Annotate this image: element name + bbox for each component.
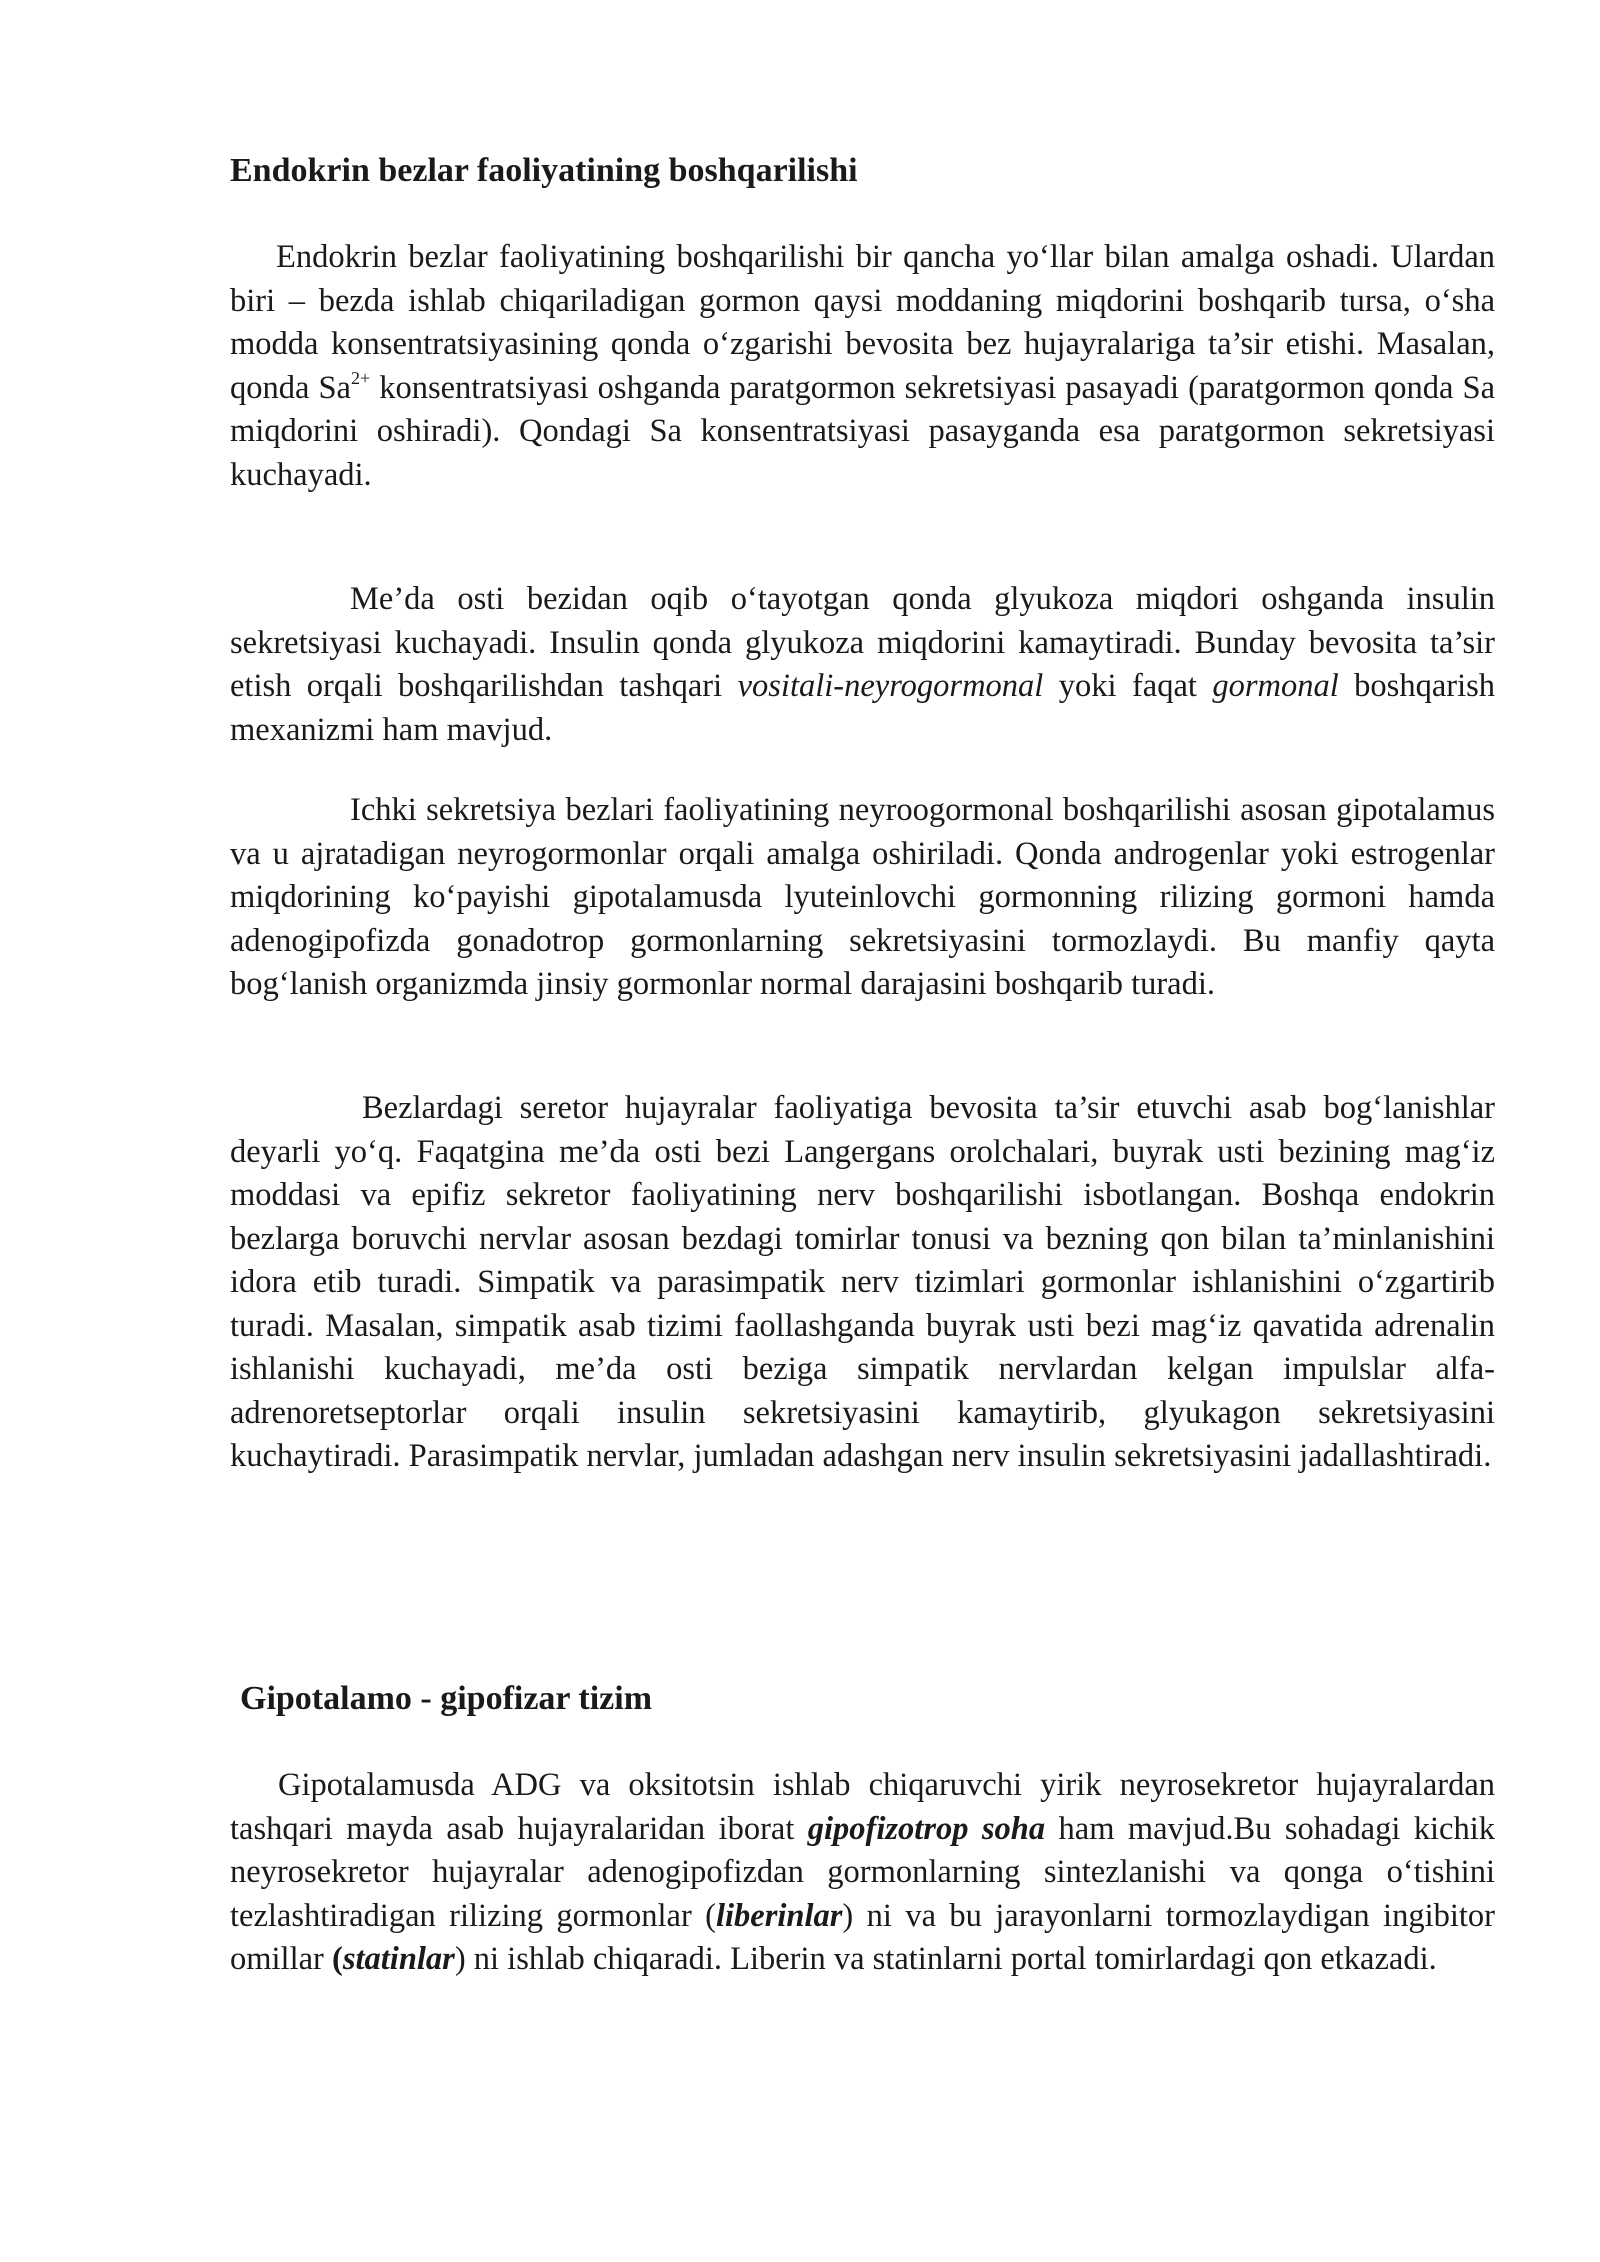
paragraph-2-text-a: Me’da osti bezidan oqib o‘tayotgan qonda glyukoza miqdori oshganda insulin sekretsiyasi kuchayadi. Insulin qonda glyukoza miqdorini kamaytiradi. Bunday bevosita ta’sir etish orqali boshqarilishdan tashqari (230, 581, 1495, 704)
paragraph-5-text-c: ) ni va bu jarayonlarni tormozlaydigan ingibitor omillar (230, 1897, 1495, 1977)
paragraph-5-text-a: Gipotalamusda ADG va oksitotsin ishlab chiqaruvchi yirik neyrosekretor hujayralardan tashqari mayda asab hujayralaridan iborat (230, 1767, 1495, 1847)
paragraph-5-text-b: ham mavjud.Bu sohadagi kichik neyrosekretor hujayralar adenogipofizdan gormonlarning sintezlanishi va qonga o‘tishini tezlashtiradigan rilizing gormonlar ( (230, 1810, 1495, 1934)
paragraph-1-text-b: konsentratsiyasi oshganda paratgormon sekretsiyasi pasayadi (paratgormon qonda Sa miqdorini oshiradi). Qondagi Sa konsentratsiyasi pasayganda esa paratgormon sekretsiyasi kuchayadi. (230, 369, 1495, 493)
paragraph-2-text-c: boshqarish mexanizmi ham mavjud. (230, 668, 1496, 748)
bold-italic-term-hypophysiotropic-zone: gipofizotrop soha (807, 1810, 1046, 1847)
section-title-hypothalamo-pituitary: Gipotalamo - gipofizar tizim (240, 1680, 653, 1717)
italic-term-neurohormonal: vositali-neyrogormonal (737, 668, 1044, 704)
paragraph-1 (230, 236, 1495, 497)
paragraph-3: Ichki sekretsiya bezlari faoliyatining neyroogormonal boshqarilishi asosan gipotalamus va u ajratadigan neyrogormonlar orqali amalga oshiriladi. Qonda androgenlar yoki estrogenlar miqdorining ko‘payishi gipotalamusda lyuteinlovchi gormonning rilizing gormoni hamda adenogipofizda gonadotrop gormonlarning sekretsiyasini tormozlaydi. Bu manfiy qayta bog‘lanish organizmda jinsiy gormonlar normal darajasini boshqarib turadi. (230, 792, 1495, 1002)
paragraph-4: Bezlardagi seretor hujayralar faoliyatiga bevosita ta’sir etuvchi asab bog‘lanishlar deyarli yo‘q. Faqatgina me’da osti bezi Langergans orolchalari, buyrak usti bezining mag‘iz moddasi va epifiz sekretor faoliyatining nerv boshqarilishi isbotlangan. Boshqa endokrin bezlarga boruvchi nervlar asosan bezdagi tomirlar tonusi va bezning qon bilan ta’minlanishini idora etib turadi. Simpatik va parasimpatik nerv tizimlari gormonlar ishlanishini o‘zgartirib turadi. Masalan, simpatik asab tizimi faollashganda buyrak usti bezi mag‘iz qavatida adrenalin ishlanishi kuchayadi, me’da osti beziga simpatik nervlardan kelgan impulslar alfa-adrenoretseptorlar orqali insulin sekretsiyasini kamaytirib, glyukagon sekretsiyasini kuchaytiradi. Parasimpatik nervlar, jumladan adashgan nerv insulin sekretsiyasini jadallashtiradi. (230, 1090, 1495, 1474)
section-title-endocrine-regulation: Endokrin bezlar faoliyatining boshqarilishi (230, 152, 858, 189)
paragraph-1-text-a: Endokrin bezlar faoliyatining boshqarilishi bir qancha yo‘llar bilan amalga oshadi. Ulardan biri – bezda ishlab chiqariladigan gormon qaysi moddaning miqdorini boshqarib tursa, o‘sha modda konsentratsiyasining qonda o‘zgarishi bevosita bez hujayralariga ta’sir etishi. Masalan, qonda Sa (230, 239, 1495, 406)
bold-italic-term-liberins: liberinlar (716, 1897, 843, 1934)
italic-term-hormonal: gormonal (1212, 668, 1339, 704)
superscript-charge: 2+ (351, 367, 371, 388)
paragraph-2-text-b: yoki faqat (1043, 668, 1213, 704)
paragraph-5-text-d: ) ni ishlab chiqaradi. Liberin va statinlarni portal tomirlardagi qon etkazadi. (454, 1941, 1437, 1977)
bold-italic-term-statins: statinlar (342, 1941, 455, 1977)
paragraph-2 (230, 578, 1495, 752)
paragraph-5 (230, 1764, 1495, 1982)
bold-open-paren: ( (332, 1941, 343, 1977)
